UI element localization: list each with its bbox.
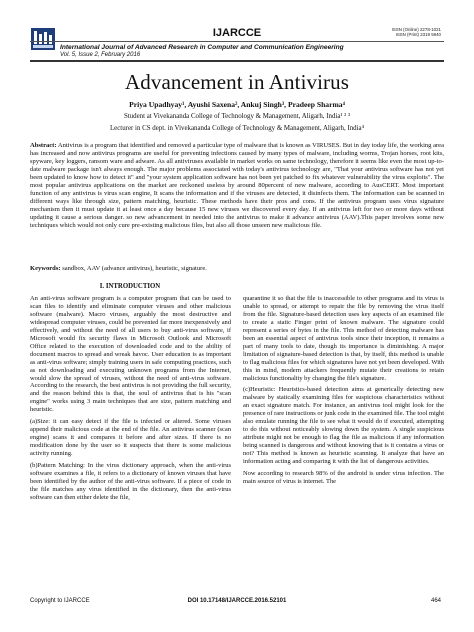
paragraph: (b)Pattern Matching: In the virus dictionary approach, when the anti-virus software examines a file, it refers to a dictionary of known viruses that have been identified by the author of the anti-virus software. If a piece of code in the file matches any virus identified in the dictionary, then the anti-virus software can then either delete the file, <box>30 462 231 501</box>
keywords-label: Keywords: <box>30 265 61 272</box>
issn-online: ISSN (Online) 2278-1021 <box>391 27 441 32</box>
left-column <box>30 295 231 506</box>
paragraph: quarantine it so that the file is inaccessible to other programs and its virus is unable to spread, or attempt to repair the file by removing the virus itself from the file. Signature-based detection uses key aspects of an examined file to create a static Finger print of known malware. The signature could represent a series of bytes in the file. This method of detecting malware has been an essential aspect of antivirus tools since their inception, it remains a part of many tools to date, though its importance is diminishing. A major limitation of signature-based detection is that, by itself, this method is unable to flag malicious files for which signatures have not yet been developed. With this in mind, modern attackers frequently mutate their creations to retain malicious functionality by changing the file's signature. <box>243 295 444 382</box>
paragraph: (a)Size: it can easy detect if the file is infected or altered. Some viruses append their malicious code at the end of the file. An antivirus scanner (scan engine) scans it and compares it before and after sizes. If there is no modification done by the user so it suspects that there is some malicious activity running. <box>30 418 231 458</box>
issn-block <box>392 27 441 37</box>
header-rule-bottom <box>30 60 444 62</box>
header-rule-top <box>30 41 444 42</box>
footer-copyright: Copyright to IJARCCE <box>30 598 90 604</box>
paper-title: Advancement in Antivirus <box>124 70 350 94</box>
footer-page-number: 464 <box>430 598 441 604</box>
abstract-label: Abstract: <box>30 142 57 149</box>
affiliation-lecturer: Lecturer in CS dept. in Vivekananda College of Technology & Management, Aligarh, India⁴ <box>109 125 365 132</box>
journal-short-name: IJARCCE <box>212 27 262 39</box>
footer-doi: DOI 10.17148/IJARCCE.2016.52101 <box>187 598 287 604</box>
abstract <box>30 142 444 231</box>
section-heading-introduction: I. INTRODUCTION <box>99 283 161 290</box>
affiliation-students: Student at Vivekananda College of Technology & Management, Aligarh, India¹ ² ³ <box>123 113 351 120</box>
issn-print: ISSN (Print) 2319 5940 <box>395 32 441 37</box>
paragraph: Now according to research 98% of the android is under virus infection. The main source of virus is internet. The <box>243 470 444 485</box>
author-list: Priya Upadhyay¹, Ayushi Saxena², Ankuj Singh³, Pradeep Sharma⁴ <box>129 100 345 109</box>
right-column <box>243 295 444 490</box>
keywords <box>30 265 444 272</box>
paragraph: (c)Heuristic: Heuristics-based detection aims at generically detecting new malware by statically examining files for suspicious characteristics without an exact signature match. For instance, an antivirus tool might look for the presence of rare instructions or junk code in the examined file. The tool might also emulate running the file to see what it would do if executed, attempting to do this without noticeably slowing down the system. A single suspicious attribute might not be enough to flag the file as malicious if any information being scanned is dangerous and without knowing that is it contains a virus or not? This method is known as heuristic scanning. It analyze that have an information acting and comparing it with the list of dangerous activities. <box>243 386 444 466</box>
paragraph: An anti-virus software program is a computer program that can be used to scan files to identify and eliminate computer viruses and other malicious software (malware). Macro viruses, arguably the most destructive and widespread computer viruses, could be prevented far more inexpensively and effectively, and without the need of all users to buy anti-virus software, if Microsoft would fix security flaws in Microsoft Outlook and Microsoft Office related to the execution of downloaded code and to the ability of document macros to spread and wreak havoc. User education is as important as anti-virus software; simply training users in safe computing practices, such as not downloading and executing unknown programs from the Internet, would slow the spread of viruses, without the need of anti-virus software. According to the research, the best antivirus is not providing the full security, and the reason behind this is that, the soul of antivirus that is his "scan engine" works using 3 main techniques that are size, pattern matching and heuristic. <box>30 295 231 414</box>
abstract-text: Antivirus is a program that identified and removed a particular type of malware that is known as VIRUSES. But in day today life, the working area has increased and now antivirus programs are useful for preventing infections caused by many types of malware, including worms, Trojan horses, root kits, spyware, key loggers, ransom ware and adware. As all antiviruses available in market works on same technology, therefore it seems like even the most up-to-date malware package isn't always enough. The major problems associated with today's antivirus technology are, "That your antivirus software has not yet been updated to know how to detect it" and "your system application software has not been yet patched to fix whatever vulnerability the virus exploits". The most popular antivirus applications on the market are reckoned useless by around 80percent of new malware, according to AusCERT. Most important function of any antivirus is virus scan engine, It scans the information and if the viruses are detected, it disinfects them. The information can be scanned in different ways like through size, pattern matching, heuristic. These methods have their pros and cons. If the antivirus program uses virus signature mechanism then it must update it at least once a day because 15 new viruses we discovered every day. If an antivirus left for two or more days without updating it cause a serious danger. so new advancement in needed into the antivirus to make it advance antivirus (AAV).This paper involves some new techniques which would not only cure pre-existing malicious files, but also all those unseen new malicious file. <box>30 142 444 230</box>
journal-full-name: International Journal of Advanced Research in Computer and Communication Engineering <box>60 44 344 51</box>
volume-issue: Vol. 5, Issue 2, February 2016 <box>60 52 141 58</box>
keywords-text: sandbox, AAV (advance antivirus), heuristic, signature. <box>60 265 207 272</box>
